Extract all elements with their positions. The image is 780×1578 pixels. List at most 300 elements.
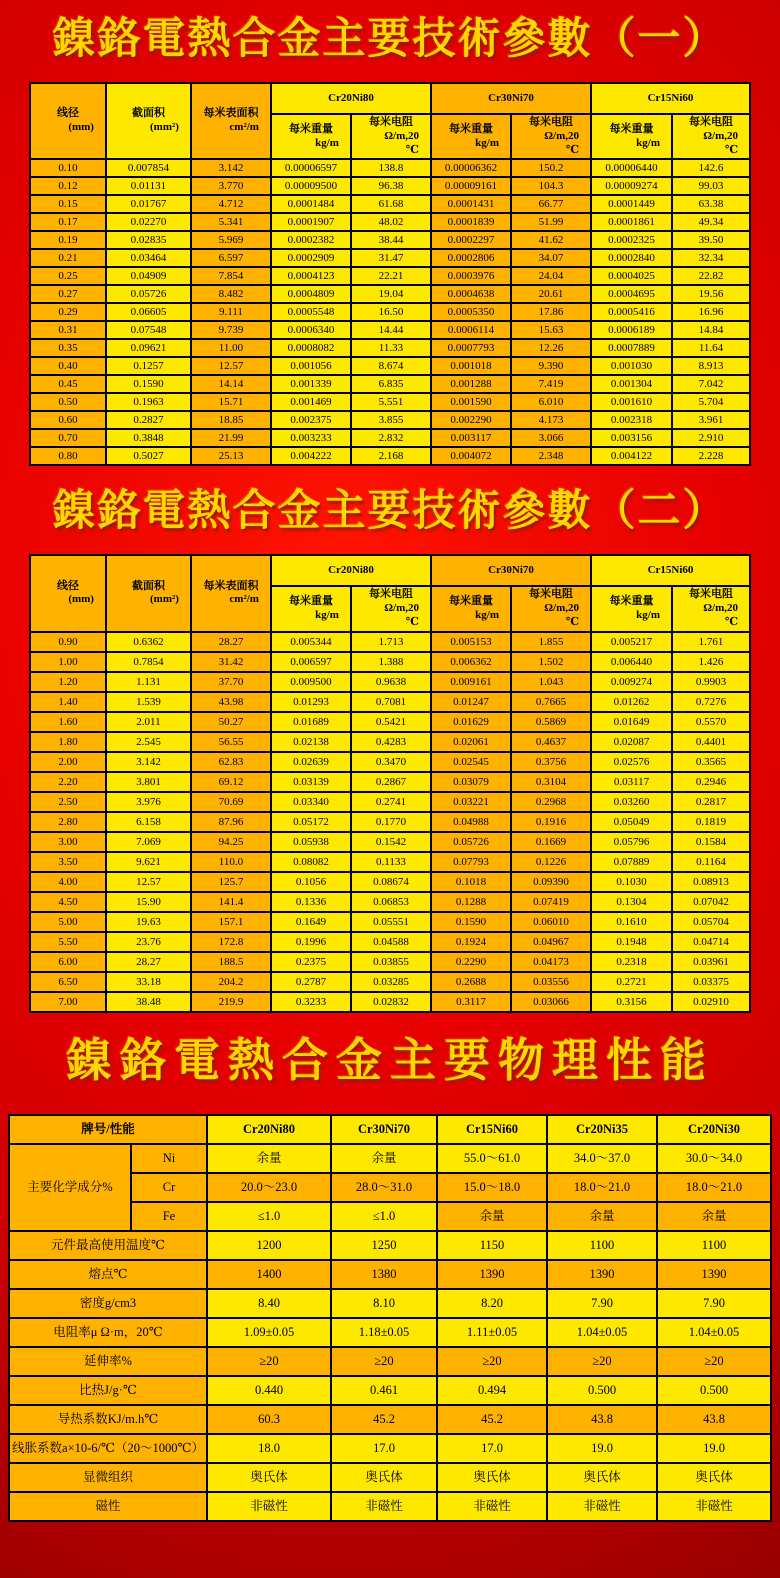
cell: 0.0002909 (271, 249, 351, 267)
cell: 0.2290 (431, 952, 511, 972)
cell: 0.1610 (591, 912, 672, 932)
cell: 1.04±0.05 (547, 1318, 657, 1347)
cell: Cr20Ni30 (657, 1115, 771, 1144)
cell: 1.40 (30, 692, 106, 712)
cell: 15.63 (511, 321, 591, 339)
cell: 0.003117 (431, 429, 511, 447)
cell: 1100 (547, 1231, 657, 1260)
cell: 0.5421 (351, 712, 431, 732)
cell: 19.0 (657, 1434, 771, 1463)
cell: 0.6362 (106, 632, 191, 652)
cell: 12.57 (191, 357, 271, 375)
table-row (30, 285, 750, 303)
cell: Cr (131, 1173, 207, 1202)
cell: 8.482 (191, 285, 271, 303)
cell: 0.3104 (511, 772, 591, 792)
header-weight-per-meter: 每米重量 kg/m (591, 114, 672, 159)
cell: 2.910 (672, 429, 750, 447)
cell: 0.1226 (511, 852, 591, 872)
cell: 0.0006340 (271, 321, 351, 339)
cell: 43.8 (547, 1405, 657, 1434)
cell: 0.01649 (591, 712, 672, 732)
cell: 0.0008082 (271, 339, 351, 357)
cell: 0.1996 (271, 932, 351, 952)
cell: 22.82 (672, 267, 750, 285)
cell: 0.35 (30, 339, 106, 357)
cell: 1.761 (672, 632, 750, 652)
cell: 余量 (331, 1144, 437, 1173)
cell: 0.4401 (672, 732, 750, 752)
cell: 0.01247 (431, 692, 511, 712)
cell: 0.3156 (591, 992, 672, 1012)
cell: 28.0～31.0 (331, 1173, 437, 1202)
cell: 0.0004638 (431, 285, 511, 303)
cell: 0.2318 (591, 952, 672, 972)
header-weight-per-meter: 每米重量 kg/m (271, 586, 351, 631)
cell: 2.011 (106, 712, 191, 732)
cell: 138.8 (351, 159, 431, 177)
cell: 34.0～37.0 (547, 1144, 657, 1173)
header-weight-per-meter: 每米重量 kg/m (591, 586, 672, 631)
cell: 0.3470 (351, 752, 431, 772)
cell: 22.21 (351, 267, 431, 285)
cell: 0.02639 (271, 752, 351, 772)
cell: 0.21 (30, 249, 106, 267)
header-weight-per-meter: 每米重量 kg/m (431, 586, 511, 631)
property-row (9, 1405, 771, 1434)
cell: 0.0005416 (591, 303, 672, 321)
cell: 1100 (657, 1231, 771, 1260)
cell: 0.19 (30, 231, 106, 249)
cell: 8.10 (331, 1289, 437, 1318)
cell: 0.002318 (591, 411, 672, 429)
cell: 0.02835 (106, 231, 191, 249)
cell: 0.1948 (591, 932, 672, 952)
table-row (30, 652, 750, 672)
cell: 0.04988 (431, 812, 511, 832)
cell: 0.40 (30, 357, 106, 375)
cell: 0.2721 (591, 972, 672, 992)
cell: 奥氏体 (547, 1463, 657, 1492)
cell: 34.07 (511, 249, 591, 267)
cell: 0.001590 (431, 393, 511, 411)
cell: 0.08674 (351, 872, 431, 892)
cell: 1390 (547, 1260, 657, 1289)
cell: 1.388 (351, 652, 431, 672)
cell: 0.2827 (106, 411, 191, 429)
cell: 63.38 (672, 195, 750, 213)
cell: 41.62 (511, 231, 591, 249)
table-row (30, 339, 750, 357)
cell: 6.597 (191, 249, 271, 267)
table-row (30, 177, 750, 195)
cell: 7.90 (547, 1289, 657, 1318)
cell: 0.1584 (672, 832, 750, 852)
table-row (30, 852, 750, 872)
cell: 电阻率μ Ω·m，20℃ (9, 1318, 207, 1347)
cell: 110.0 (191, 852, 271, 872)
cell: Cr15Ni60 (437, 1115, 547, 1144)
cell: 1380 (331, 1260, 437, 1289)
cell: 0.04714 (672, 932, 750, 952)
table-row (30, 832, 750, 852)
cell: 0.07889 (591, 852, 672, 872)
header-resistance-per-meter: 每米电阻 Ω/m,20 ℃ (511, 114, 591, 159)
cell: 11.64 (672, 339, 750, 357)
table-row (30, 321, 750, 339)
cell: 0.07548 (106, 321, 191, 339)
cell: 0.006597 (271, 652, 351, 672)
cell: 0.06853 (351, 892, 431, 912)
cell: 奥氏体 (331, 1463, 437, 1492)
cell: 0.006440 (591, 652, 672, 672)
cell: 0.03961 (672, 952, 750, 972)
cell: 0.05796 (591, 832, 672, 852)
table-row (30, 952, 750, 972)
cell: 0.70 (30, 429, 106, 447)
cell: 39.50 (672, 231, 750, 249)
cell: 0.2375 (271, 952, 351, 972)
cell: 8.913 (672, 357, 750, 375)
cell: 45.2 (331, 1405, 437, 1434)
cell: 96.38 (351, 177, 431, 195)
cell: 0.003233 (271, 429, 351, 447)
cell: 31.42 (191, 652, 271, 672)
cell: 0.00009161 (431, 177, 511, 195)
cell: 5.969 (191, 231, 271, 249)
cell: 0.500 (657, 1376, 771, 1405)
cell: 141.4 (191, 892, 271, 912)
cell: 11.00 (191, 339, 271, 357)
header-group-cr20ni80: Cr20Ni80 (271, 555, 431, 586)
cell: 0.0004025 (591, 267, 672, 285)
cell: 线胀系数a×10-6/℃（20～1000℃） (9, 1434, 207, 1463)
cell: 0.0002806 (431, 249, 511, 267)
cell: 0.05726 (106, 285, 191, 303)
cell: 99.03 (672, 177, 750, 195)
cell: 20.0～23.0 (207, 1173, 331, 1202)
cell: 0.03556 (511, 972, 591, 992)
cell: 150.2 (511, 159, 591, 177)
cell: 0.17 (30, 213, 106, 231)
cell: 密度g/cm3 (9, 1289, 207, 1318)
cell: 0.0002840 (591, 249, 672, 267)
table-row (30, 712, 750, 732)
cell: 48.02 (351, 213, 431, 231)
cell: 熔点℃ (9, 1260, 207, 1289)
cell: 0.03079 (431, 772, 511, 792)
param-header-row-top (30, 555, 750, 586)
cell: 余量 (437, 1202, 547, 1231)
cell: 69.12 (191, 772, 271, 792)
header-wire-diameter: 线径 (mm) (30, 555, 106, 631)
cell: 0.2817 (672, 792, 750, 812)
cell: 3.770 (191, 177, 271, 195)
property-row (9, 1376, 771, 1405)
cell: 0.2688 (431, 972, 511, 992)
cell: 16.50 (351, 303, 431, 321)
property-row (9, 1260, 771, 1289)
cell: 0.05704 (672, 912, 750, 932)
cell: 0.7854 (106, 652, 191, 672)
table-row (30, 267, 750, 285)
table-row (30, 159, 750, 177)
cell: Cr30Ni70 (331, 1115, 437, 1144)
cell: 余量 (207, 1144, 331, 1173)
cell: 20.61 (511, 285, 591, 303)
cell: 3.976 (106, 792, 191, 812)
table-row (30, 213, 750, 231)
cell: 32.34 (672, 249, 750, 267)
table-row (30, 411, 750, 429)
cell: 6.00 (30, 952, 106, 972)
cell: 0.001018 (431, 357, 511, 375)
header-resistance-per-meter: 每米电阻 Ω/m,20 ℃ (351, 114, 431, 159)
cell: 元件最高使用温度℃ (9, 1231, 207, 1260)
cell: 43.8 (657, 1405, 771, 1434)
cell: 70.69 (191, 792, 271, 812)
cell: 0.001288 (431, 375, 511, 393)
cell: 1250 (331, 1231, 437, 1260)
cell: 0.0001861 (591, 213, 672, 231)
section-title-params-2: 鎳鉻電熱合金主要技術參數（二） (52, 486, 728, 537)
header-group-cr30ni70: Cr30Ni70 (431, 83, 591, 114)
physical-header-row (9, 1115, 771, 1144)
cell: 1390 (657, 1260, 771, 1289)
cell: 0.1916 (511, 812, 591, 832)
cell: 0.500 (547, 1376, 657, 1405)
header-resistance-per-meter: 每米电阻 Ω/m,20 ℃ (672, 114, 750, 159)
header-weight-per-meter: 每米重量 kg/m (431, 114, 511, 159)
cell: 0.0002297 (431, 231, 511, 249)
cell: 11.33 (351, 339, 431, 357)
table-row (30, 672, 750, 692)
cell: Cr20Ni35 (547, 1115, 657, 1144)
cell: 0.12 (30, 177, 106, 195)
cell: 6.010 (511, 393, 591, 411)
cell: ≥20 (207, 1347, 331, 1376)
cell: 24.04 (511, 267, 591, 285)
cell: 25.13 (191, 447, 271, 465)
cell: 0.02270 (106, 213, 191, 231)
cell: 1.00 (30, 652, 106, 672)
cell: 19.04 (351, 285, 431, 303)
cell: 0.1924 (431, 932, 511, 952)
header-weight-per-meter: 每米重量 kg/m (271, 114, 351, 159)
section-title-params-1: 鎳鉻電熱合金主要技術參數（一） (52, 14, 728, 64)
cell: 0.0001839 (431, 213, 511, 231)
cell: 55.0～61.0 (437, 1144, 547, 1173)
cell: 61.68 (351, 195, 431, 213)
cell: 1.043 (511, 672, 591, 692)
cell: 94.25 (191, 832, 271, 852)
cell: 2.20 (30, 772, 106, 792)
cell: 7.854 (191, 267, 271, 285)
cell: 4.712 (191, 195, 271, 213)
header-group-cr15ni60: Cr15Ni60 (591, 555, 750, 586)
cell: 非磁性 (437, 1492, 547, 1521)
cell: 37.70 (191, 672, 271, 692)
cell: 31.47 (351, 249, 431, 267)
cell: 0.4637 (511, 732, 591, 752)
cell: 3.801 (106, 772, 191, 792)
cell: 0.03464 (106, 249, 191, 267)
cell: 0.1336 (271, 892, 351, 912)
cell: 2.545 (106, 732, 191, 752)
cell: 显微组织 (9, 1463, 207, 1492)
cell: 0.04967 (511, 932, 591, 952)
cell: 0.04588 (351, 932, 431, 952)
cell: 0.06605 (106, 303, 191, 321)
cell: 0.001339 (271, 375, 351, 393)
cell: 0.0004809 (271, 285, 351, 303)
cell: 188.5 (191, 952, 271, 972)
cell: 0.1018 (431, 872, 511, 892)
cell: 0.5869 (511, 712, 591, 732)
cell: 0.3565 (672, 752, 750, 772)
property-row (9, 1492, 771, 1521)
property-row (9, 1347, 771, 1376)
cell: 0.05938 (271, 832, 351, 852)
cell: 0.009500 (271, 672, 351, 692)
cell: 2.168 (351, 447, 431, 465)
cell: 49.34 (672, 213, 750, 231)
header-group-cr20ni80: Cr20Ni80 (271, 83, 431, 114)
cell: 5.50 (30, 932, 106, 952)
cell: 1.80 (30, 732, 106, 752)
cell: 0.05551 (351, 912, 431, 932)
cell: 0.00006440 (591, 159, 672, 177)
cell: 62.83 (191, 752, 271, 772)
cell: 0.007854 (106, 159, 191, 177)
cell: 1.713 (351, 632, 431, 652)
cell: 1150 (437, 1231, 547, 1260)
cell: 12.57 (106, 872, 191, 892)
cell: 6.50 (30, 972, 106, 992)
cell: 奥氏体 (207, 1463, 331, 1492)
cell: 7.419 (511, 375, 591, 393)
cell: 9.390 (511, 357, 591, 375)
physical-properties-table (8, 1114, 772, 1522)
header-surface-area: 每米表面积 cm²/m (191, 83, 271, 159)
cell: 18.0 (207, 1434, 331, 1463)
cell: 非磁性 (207, 1492, 331, 1521)
cell: 0.5027 (106, 447, 191, 465)
cell: 3.855 (351, 411, 431, 429)
cell: 0.03340 (271, 792, 351, 812)
cell: 15.0～18.0 (437, 1173, 547, 1202)
cell: Cr20Ni80 (207, 1115, 331, 1144)
cell: 4.00 (30, 872, 106, 892)
cell: 0.002375 (271, 411, 351, 429)
header-resistance-per-meter: 每米电阻 Ω/m,20 ℃ (351, 586, 431, 631)
cell: 1.539 (106, 692, 191, 712)
cell: 0.0004123 (271, 267, 351, 285)
cell: 1.09±0.05 (207, 1318, 331, 1347)
cell: 0.01293 (271, 692, 351, 712)
cell: 0.60 (30, 411, 106, 429)
cell: 7.90 (657, 1289, 771, 1318)
cell: 0.001030 (591, 357, 672, 375)
cell: 0.02910 (672, 992, 750, 1012)
cell: 7.00 (30, 992, 106, 1012)
cell: 0.01767 (106, 195, 191, 213)
cell: 0.06010 (511, 912, 591, 932)
cell: 0.1257 (106, 357, 191, 375)
cell: 0.003156 (591, 429, 672, 447)
cell: 1.20 (30, 672, 106, 692)
cell: 1390 (437, 1260, 547, 1289)
cell: 28.27 (191, 632, 271, 652)
params-table-2 (29, 554, 751, 1012)
cell: 0.005153 (431, 632, 511, 652)
cell: 0.005217 (591, 632, 672, 652)
property-row (9, 1289, 771, 1318)
header-surface-area: 每米表面积 cm²/m (191, 555, 271, 631)
table-row (30, 249, 750, 267)
cell: 9.739 (191, 321, 271, 339)
table-row (30, 772, 750, 792)
chem-row (9, 1144, 771, 1173)
cell: 0.0005548 (271, 303, 351, 321)
cell: 1.18±0.05 (331, 1318, 437, 1347)
cell: 3.50 (30, 852, 106, 872)
cell: 0.01262 (591, 692, 672, 712)
cell: 1.855 (511, 632, 591, 652)
cell: 8.674 (351, 357, 431, 375)
table-row (30, 429, 750, 447)
cell: 非磁性 (547, 1492, 657, 1521)
cell: 1.426 (672, 652, 750, 672)
cell: 0.03139 (271, 772, 351, 792)
cell: 0.1056 (271, 872, 351, 892)
cell: 87.96 (191, 812, 271, 832)
header-wire-diameter: 线径 (mm) (30, 83, 106, 159)
cell: 56.55 (191, 732, 271, 752)
cell: 125.7 (191, 872, 271, 892)
cell: 0.004222 (271, 447, 351, 465)
cell: 0.0002382 (271, 231, 351, 249)
cell: 17.0 (331, 1434, 437, 1463)
cell: 余量 (657, 1202, 771, 1231)
cell: 1200 (207, 1231, 331, 1260)
params-table-1 (29, 82, 751, 466)
cell: 0.02061 (431, 732, 511, 752)
cell: 16.96 (672, 303, 750, 321)
cell: 0.02832 (351, 992, 431, 1012)
cell: 19.0 (547, 1434, 657, 1463)
cell: 14.14 (191, 375, 271, 393)
cell: 4.50 (30, 892, 106, 912)
cell: 0.1164 (672, 852, 750, 872)
cell: 0.03221 (431, 792, 511, 812)
cell: 0.04173 (511, 952, 591, 972)
cell: 比热J/g·℃ (9, 1376, 207, 1405)
cell: 4.173 (511, 411, 591, 429)
cell: 0.02545 (431, 752, 511, 772)
cell: 19.63 (106, 912, 191, 932)
cell: 17.86 (511, 303, 591, 321)
cell: 17.0 (437, 1434, 547, 1463)
cell: 15.71 (191, 393, 271, 411)
cell: 7.042 (672, 375, 750, 393)
cell: 204.2 (191, 972, 271, 992)
cell: 6.158 (106, 812, 191, 832)
cell: 9.111 (191, 303, 271, 321)
cell: 14.44 (351, 321, 431, 339)
table-row (30, 195, 750, 213)
cell: 0.2787 (271, 972, 351, 992)
